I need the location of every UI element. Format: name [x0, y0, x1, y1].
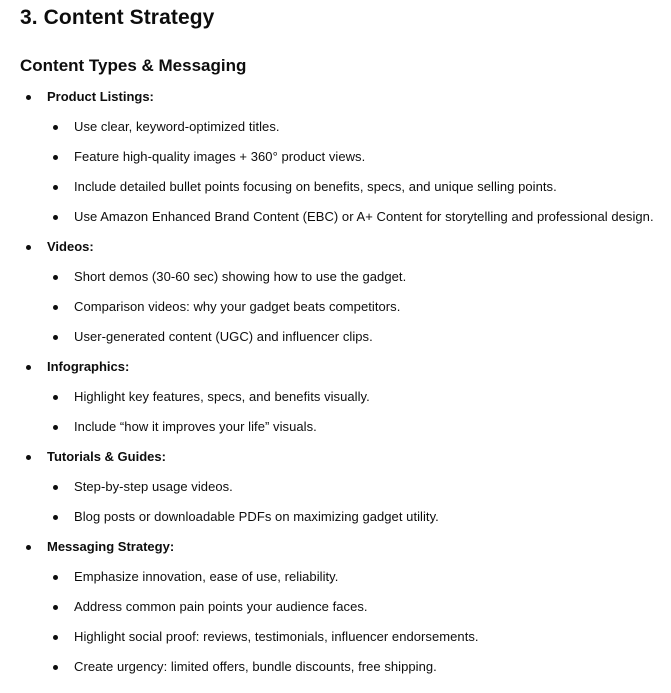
section-title-row	[0, 355, 671, 385]
list-item-text: Include detailed bullet points focusing on benefits, specs, and unique selling points.	[74, 179, 557, 194]
list-item-text: Create urgency: limited offers, bundle discounts, free shipping.	[74, 659, 437, 674]
section-title: Videos:	[47, 239, 94, 254]
list-item	[0, 475, 671, 505]
bullet-icon	[26, 545, 31, 550]
section-title-row	[0, 85, 671, 115]
list-item	[0, 265, 671, 295]
list-item	[0, 175, 671, 205]
list-item	[0, 415, 671, 445]
section-items	[0, 565, 671, 685]
list-item-text: Emphasize innovation, ease of use, reliability.	[74, 569, 339, 584]
bullet-icon	[53, 155, 58, 160]
bullet-icon	[26, 365, 31, 370]
content-type-section	[0, 535, 671, 685]
section-title: Messaging Strategy:	[47, 539, 175, 554]
subsection-heading: Content Types & Messaging	[20, 56, 247, 75]
section-title: Product Listings:	[47, 89, 154, 104]
bullet-icon	[53, 215, 58, 220]
bullet-icon	[26, 455, 31, 460]
section-items	[0, 385, 671, 445]
section-title: Infographics:	[47, 359, 130, 374]
bullet-icon	[53, 515, 58, 520]
bullet-icon	[26, 245, 31, 250]
list-item	[0, 505, 671, 535]
section-items	[0, 265, 671, 355]
bullet-icon	[53, 125, 58, 130]
section-title-row	[0, 445, 671, 475]
list-item-text: Highlight social proof: reviews, testimonials, influencer endorsements.	[74, 629, 479, 644]
list-item-text: Blog posts or downloadable PDFs on maximizing gadget utility.	[74, 509, 439, 524]
list-item	[0, 115, 671, 145]
bullet-icon	[53, 185, 58, 190]
content-type-section	[0, 235, 671, 355]
bullet-icon	[53, 425, 58, 430]
list-item	[0, 565, 671, 595]
bullet-icon	[53, 335, 58, 340]
list-item-text: Use clear, keyword-optimized titles.	[74, 119, 280, 134]
section-title-row	[0, 535, 671, 565]
list-item	[0, 295, 671, 325]
list-item	[0, 385, 671, 415]
list-item-text: User-generated content (UGC) and influencer clips.	[74, 329, 373, 344]
list-item-text: Include “how it improves your life” visuals.	[74, 419, 317, 434]
bullet-icon	[53, 305, 58, 310]
list-item	[0, 145, 671, 175]
bullet-icon	[53, 275, 58, 280]
content-type-section	[0, 355, 671, 445]
list-item	[0, 625, 671, 655]
bullet-icon	[53, 605, 58, 610]
section-heading: 3. Content Strategy	[20, 6, 215, 29]
bullet-icon	[53, 395, 58, 400]
list-item-text: Highlight key features, specs, and benefits visually.	[74, 389, 370, 404]
list-item-text: Comparison videos: why your gadget beats competitors.	[74, 299, 401, 314]
section-items	[0, 115, 671, 235]
list-item	[0, 595, 671, 625]
content-types-list	[0, 85, 671, 685]
list-item-text: Feature high-quality images + 360° product views.	[74, 149, 366, 164]
bullet-icon	[53, 635, 58, 640]
section-title-row	[0, 235, 671, 265]
bullet-icon	[26, 95, 31, 100]
bullet-icon	[53, 665, 58, 670]
list-item	[0, 655, 671, 685]
list-item-text: Use Amazon Enhanced Brand Content (EBC) or A+ Content for storytelling and professional design.	[74, 209, 654, 224]
list-item-text: Short demos (30-60 sec) showing how to use the gadget.	[74, 269, 407, 284]
bullet-icon	[53, 485, 58, 490]
content-type-section	[0, 445, 671, 535]
list-item-text: Step-by-step usage videos.	[74, 479, 233, 494]
list-item	[0, 325, 671, 355]
list-item-text: Address common pain points your audience faces.	[74, 599, 368, 614]
section-title: Tutorials & Guides:	[47, 449, 166, 464]
list-item	[0, 205, 671, 235]
section-items	[0, 475, 671, 535]
content-type-section	[0, 85, 671, 235]
bullet-icon	[53, 575, 58, 580]
